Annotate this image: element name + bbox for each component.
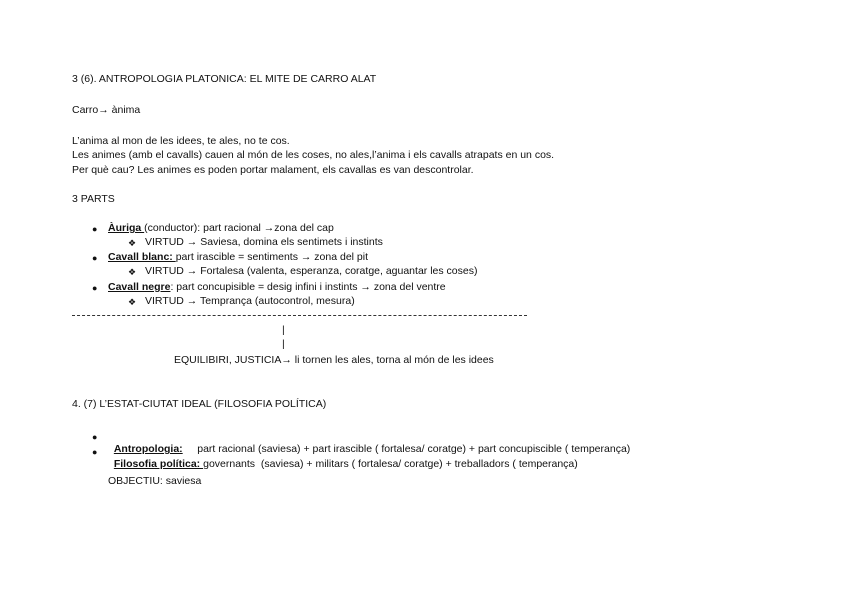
diamond-bullet-icon: ❖ <box>128 267 137 277</box>
term-label: Cavall negre <box>108 281 171 293</box>
section-4-title: 4. (7) L’ESTAT-CIUTAT IDEAL (FILOSOFIA POLÍTICA) <box>72 398 327 410</box>
bullet-icon: ● <box>92 224 98 234</box>
term-label: Àuriga <box>108 222 145 234</box>
bullet-icon: ● <box>92 447 98 457</box>
term-label: Cavall blanc: <box>108 251 176 263</box>
bullet-icon: ● <box>92 432 98 442</box>
parts-heading: 3 PARTS <box>72 193 115 205</box>
objectiu-line: OBJECTIU: saviesa <box>108 475 202 487</box>
term-description: : part concupisible = desig infini i instints → zona del ventre <box>170 281 446 293</box>
term-label: Filosofia política: <box>113 458 204 470</box>
term-description: part irascible = sentiments → zona del pit <box>175 251 369 263</box>
bullet-icon: ● <box>92 253 98 263</box>
list-item-cavall-negre <box>108 281 446 294</box>
paragraph-line: Per què cau? Les animes es poden portar malament, els cavallas es van descontrolar. <box>72 164 474 176</box>
paragraph-line: Les animes (amb el cavalls) cauen al món de les coses, no ales,l’anima i els cavalls atrapats en un cos. <box>72 149 555 161</box>
paragraph-line: L’anima al mon de les idees, te ales, no te cos. <box>72 135 290 147</box>
pipe-connector: | <box>282 338 285 350</box>
list-item-filosofia-politica <box>108 445 578 471</box>
diamond-bullet-icon: ❖ <box>128 297 137 307</box>
virtue-line: VIRTUD → Temprança (autocontrol, mesura) <box>145 295 355 307</box>
section-3-title: 3 (6). ANTROPOLOGIA PLATONICA: EL MITE DE CARRO ALAT <box>72 73 377 85</box>
carro-line: Carro→ ànima <box>72 104 141 116</box>
pipe-connector: | <box>282 324 285 336</box>
bullet-icon: ● <box>92 283 98 293</box>
term-description: part racional (saviesa) + part irascible ( fortalesa/ coratge) + part concupiscible ( temperança) <box>182 443 631 455</box>
dashed-divider <box>72 315 527 316</box>
list-item-cavall-blanc <box>108 251 368 264</box>
term-description: (conductor): part racional →zona del cap <box>144 222 334 234</box>
virtue-line: VIRTUD → Saviesa, domina els sentimets i instints <box>145 236 383 248</box>
virtue-line: VIRTUD → Fortalesa (valenta, esperanza, coratge, aguantar les coses) <box>145 265 478 277</box>
term-description: governants (saviesa) + militars ( fortalesa/ coratge) + treballadors ( temperança) <box>203 458 578 470</box>
term-label: Antropologia: <box>113 443 183 455</box>
list-item-auriga <box>108 222 334 235</box>
diamond-bullet-icon: ❖ <box>128 238 137 248</box>
equilibri-line: EQUILIBIRI, JUSTICIA→ li tornen les ales, torna al món de les idees <box>174 354 494 366</box>
